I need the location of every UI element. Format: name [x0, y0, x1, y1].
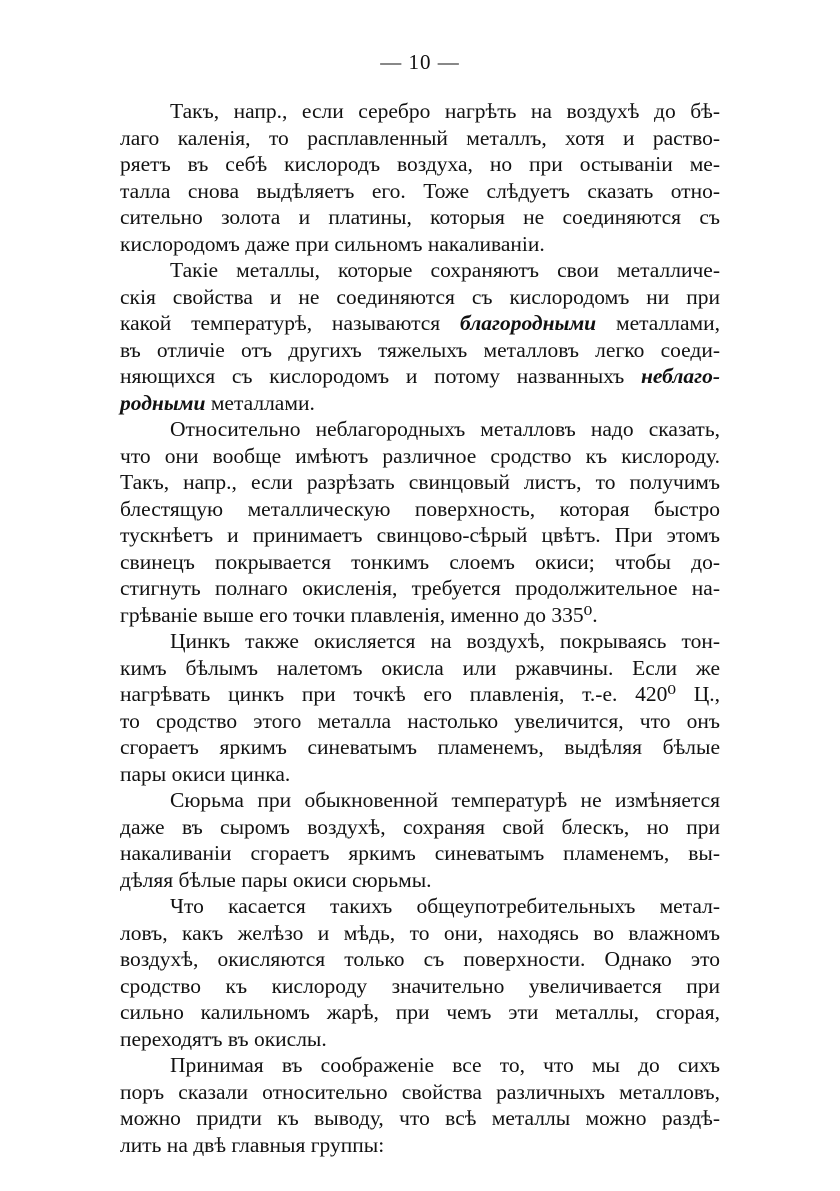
page-number: — 10 — [380, 50, 460, 74]
text-line: стигнуть полнаго окисленія, требуется продолжительное на- [120, 576, 720, 600]
text-line: скія свойства и не соединяются съ кислородомъ ни при [120, 284, 720, 309]
text-line: тускнѣетъ и принимаетъ свинцово-сѣрый цвѣтъ. При этомъ [120, 523, 720, 547]
body-text [120, 98, 720, 1158]
text-line: воздухѣ, окисляются только съ поверхности. Однако это [120, 947, 720, 971]
text-line: сродство къ кислороду значительно увеличивается при [120, 973, 720, 998]
paragraph-conclusion [120, 1052, 720, 1158]
text-line: Принимая въ соображеніе все то, что мы до сихъ [170, 1053, 720, 1077]
text-line: грѣваніе выше его точки плавленія, именно до 335⁰. [120, 602, 598, 627]
text-line: свинецъ покрывается тонкимъ слоемъ окиси; чтобы до- [120, 549, 720, 574]
emphasis-term: родными [120, 390, 206, 415]
text-line: можно придти къ выводу, что всѣ металлы можно раздѣ- [120, 1106, 720, 1130]
text-line: Сюрьма при обыкновенной температурѣ не измѣняется [170, 788, 720, 812]
text-line: нагрѣвать цинкъ при точкѣ его плавленія, т.-е. 420⁰ Ц., [120, 682, 720, 706]
text-line [120, 310, 720, 337]
text-line: Такіе металлы, которые сохраняютъ свои металличе- [170, 258, 720, 282]
text-line: пары окиси цинка. [120, 761, 291, 786]
paragraph-iron-copper [120, 893, 720, 1052]
paragraph-noble-metals [120, 257, 720, 416]
text-line: лить на двѣ главныя группы: [120, 1132, 385, 1157]
text-line: то сродство этого металла настолько увеличится, что онъ [120, 708, 720, 733]
text-line: сгораетъ яркимъ синеватымъ пламенемъ, выдѣляя бѣлые [120, 735, 720, 759]
text-line: даже въ сыромъ воздухѣ, сохраняя свой блескъ, но при [120, 814, 720, 839]
text-line: Что касается такихъ общеупотребительныхъ метал- [170, 894, 720, 918]
text-line: ловъ, какъ желѣзо и мѣдь, то они, находясь во влажномъ [120, 920, 720, 945]
emphasis-term: благородными [460, 311, 597, 335]
text-line: Такъ, напр., если серебро нагрѣть на воздухѣ до бѣ- [170, 99, 720, 123]
paragraph-zinc [120, 628, 720, 787]
text-fragment: металлами, [615, 311, 721, 335]
text-line: Такъ, напр., если разрѣзать свинцовый листъ, то получимъ [120, 470, 720, 494]
text-fragment: металлами. [210, 390, 315, 415]
paragraph-silver [120, 98, 720, 257]
text-line: переходятъ въ окислы. [120, 1026, 327, 1051]
text-line: сильно калильномъ жарѣ, при чемъ эти металлы, сгорая, [120, 1000, 720, 1024]
text-line: въ отличіе отъ другихъ тяжелыхъ металловъ легко соеди- [120, 337, 720, 362]
text-line: дѣляя бѣлые пары окиси сюрьмы. [120, 867, 432, 892]
text-line: лаго каленія, то расплавленный металлъ, хотя и раство- [120, 125, 720, 150]
text-line [120, 390, 720, 417]
paragraph-antimony [120, 787, 720, 893]
text-line: сительно золота и платины, которыя не соединяются съ [120, 205, 720, 229]
text-line: ряетъ въ себѣ кислородъ воздуха, но при остываніи ме- [120, 152, 720, 176]
text-line: кимъ бѣлымъ налетомъ окисла или ржавчины. Если же [120, 655, 720, 680]
text-line: Относительно неблагородныхъ металловъ надо сказать, [170, 417, 720, 441]
text-fragment: няющихся съ кислородомъ и потому названныхъ [120, 364, 625, 388]
text-line: накаливаніи сгораетъ яркимъ синеватымъ пламенемъ, вы- [120, 841, 720, 865]
text-line: кислородомъ даже при сильномъ накаливаніи. [120, 231, 545, 256]
text-line: Цинкъ также окисляется на воздухѣ, покрываясь тон- [170, 629, 720, 653]
text-line: блестящую металлическую поверхность, которая быстро [120, 496, 720, 521]
text-line [120, 363, 720, 390]
emphasis-term: неблаго- [640, 364, 721, 388]
text-line: поръ сказали относительно свойства различныхъ металловъ, [120, 1079, 720, 1104]
text-fragment: какой температурѣ, называются [120, 311, 441, 335]
text-line: талла снова выдѣляетъ его. Тоже слѣдуетъ сказать отно- [120, 178, 720, 203]
text-line: что они вообще имѣютъ различное сродство къ кислороду. [120, 443, 720, 468]
paragraph-lead [120, 416, 720, 628]
